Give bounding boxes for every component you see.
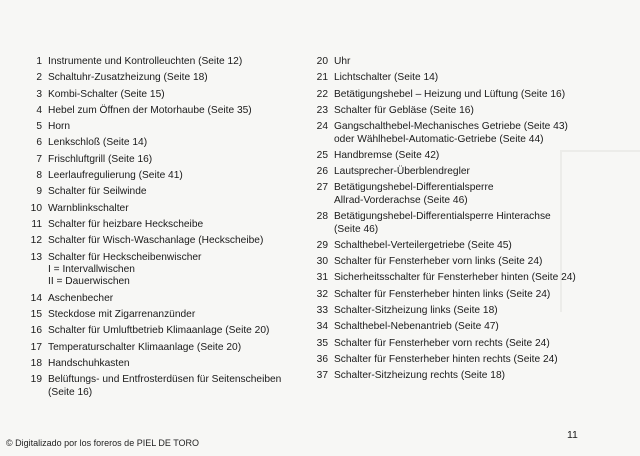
legend-item-line: Betätigungshebel – Heizung und Lüftung (Seite 16) — [334, 88, 566, 100]
legend-item-number: 4 — [36, 104, 42, 116]
legend-item-number: 35 — [316, 337, 328, 349]
legend-item-number: 26 — [316, 166, 328, 178]
legend-item — [308, 256, 608, 268]
legend-item-line: Schalter für Fensterheber vorn rechts (Seite 24) — [334, 337, 550, 349]
legend-item — [308, 121, 608, 146]
legend-item-text — [48, 154, 152, 166]
legend-item-number: 18 — [30, 357, 42, 369]
legend-item-line: II = Dauerwischen — [48, 276, 130, 288]
legend-item-text — [334, 182, 494, 207]
legend-item — [22, 374, 292, 399]
legend-item-number: 21 — [316, 72, 328, 84]
legend-item — [308, 240, 608, 252]
scan-credit: © Digitalizado por los foreros de PIEL DE TORO — [6, 438, 200, 448]
legend-item-line: Schalter für Fensterheber hinten rechts (Seite 24) — [334, 353, 558, 365]
legend-item — [22, 252, 292, 289]
legend-item — [308, 272, 608, 284]
legend-item-number: 32 — [316, 288, 328, 300]
legend-item — [308, 150, 608, 162]
legend-item-text — [334, 354, 558, 366]
legend-item — [308, 289, 608, 301]
legend-item-text — [334, 166, 470, 178]
legend-item-text — [334, 289, 550, 301]
legend-item — [308, 182, 608, 207]
legend-item-text — [334, 305, 498, 317]
legend-item-line: Instrumente und Kontrolleuchten (Seite 12) — [48, 56, 243, 67]
legend-item-number: 8 — [36, 170, 42, 182]
legend-item-line: (Seite 16) — [48, 386, 93, 398]
legend-item-number: 23 — [316, 104, 328, 116]
legend-item-number: 29 — [316, 239, 328, 251]
legend-item-number: 12 — [30, 235, 42, 247]
legend-item — [22, 203, 292, 215]
legend-item-line: Schalthebel-Nebenantrieb (Seite 47) — [334, 321, 499, 333]
legend-item-text — [334, 150, 439, 162]
legend-item-text — [334, 105, 474, 117]
legend-item-number: 7 — [36, 153, 42, 165]
legend-item-line: Schaltuhr-Zusatzheizung (Seite 18) — [48, 72, 208, 84]
legend-item-line: Kombi-Schalter (Seite 15) — [48, 88, 165, 100]
legend-item-text — [48, 170, 183, 182]
legend-item-line: Leerlaufregulierung (Seite 41) — [48, 170, 183, 182]
legend-item-number: 31 — [316, 272, 328, 284]
legend-item-number: 37 — [316, 370, 328, 382]
legend-item-line: Schalter für Fensterheber vorn links (Seite 24) — [334, 256, 543, 268]
legend-item-line: Schalter-Sitzheizung rechts (Seite 18) — [334, 370, 506, 382]
legend-item — [308, 166, 608, 178]
legend-item — [22, 325, 292, 337]
legend-item-line: Lenkschloß (Seite 14) — [48, 137, 148, 149]
legend-item-line: Horn — [48, 121, 71, 133]
legend-item-line: Uhr — [334, 56, 351, 67]
legend-item-text — [48, 293, 113, 305]
legend-item — [22, 154, 292, 166]
legend-item — [308, 72, 608, 84]
legend-item-number: 34 — [316, 321, 328, 333]
legend-item — [22, 235, 292, 247]
legend-item-number: 27 — [316, 182, 328, 194]
legend-item-line: Temperaturschalter Klimaanlage (Seite 20) — [48, 341, 242, 353]
legend-item-text — [334, 370, 505, 382]
legend-item-text — [48, 342, 241, 354]
legend-item-text — [48, 374, 281, 399]
legend-item-line: Steckdose mit Zigarrenanzünder — [48, 308, 196, 320]
legend-item — [22, 56, 292, 68]
legend-item — [308, 105, 608, 117]
legend-item-number: 13 — [30, 251, 42, 263]
legend-item-number: 1 — [36, 56, 42, 67]
legend-item-line: Schalter für Umluftbetrieb Klimaanlage (Seite 20) — [48, 325, 270, 337]
legend-item-number: 11 — [31, 218, 42, 230]
legend-item-number: 25 — [316, 149, 328, 161]
legend-item-line: I = Intervallwischen — [48, 263, 135, 275]
legend-item-line: Sicherheitsschalter für Fensterheber hinten (Seite 24) — [334, 272, 576, 284]
legend-item-text — [48, 358, 130, 370]
legend-item — [308, 370, 608, 382]
legend-item-number: 36 — [316, 353, 328, 365]
legend-item-line: (Seite 46) — [334, 223, 379, 235]
page-number: 11 — [567, 429, 578, 441]
legend-item-line: Frischluftgrill (Seite 16) — [48, 153, 153, 165]
legend-item — [22, 309, 292, 321]
legend-item-line: Lichtschalter (Seite 14) — [334, 72, 439, 84]
legend-item-text — [48, 309, 195, 321]
legend-item-line: Betätigungshebel-Differentialsperre — [334, 182, 494, 194]
legend-item — [22, 121, 292, 133]
legend-item-line: Schalter für Seilwinde — [48, 186, 147, 198]
legend-item-line: Gangschalthebel-Mechanisches Getriebe (Seite 43) — [334, 121, 568, 133]
legend-item-line: Schalter für Wisch-Waschanlage (Heckscheibe) — [48, 235, 264, 247]
legend-item-text — [48, 252, 201, 289]
legend-item — [308, 321, 608, 333]
legend-item-line: Handbremse (Seite 42) — [334, 149, 440, 161]
legend-item-line: Warnblinkschalter — [48, 202, 129, 214]
legend-item-text — [334, 56, 350, 68]
legend-item-line: Aschenbecher — [48, 292, 114, 304]
legend-item-number: 2 — [36, 72, 42, 84]
legend-item-number: 20 — [316, 56, 328, 67]
legend-item-text — [48, 203, 129, 215]
legend-item — [22, 342, 292, 354]
legend-item-line: oder Wählhebel-Automatic-Getriebe (Seite 44) — [334, 133, 544, 145]
legend-item — [308, 305, 608, 317]
legend-item — [308, 354, 608, 366]
legend-item-number: 22 — [316, 88, 328, 100]
legend-item-text — [334, 72, 438, 84]
legend-item-line: Schalthebel-Verteilergetriebe (Seite 45) — [334, 239, 512, 251]
legend-item-text — [334, 121, 568, 146]
legend-item — [22, 72, 292, 84]
legend-item-line: Schalter für Gebläse (Seite 16) — [334, 104, 474, 116]
legend-item-number: 30 — [316, 256, 328, 268]
legend-item-number: 33 — [316, 305, 328, 317]
legend-item-text — [334, 256, 542, 268]
legend-item-text — [48, 137, 147, 149]
legend-item-text — [48, 219, 203, 231]
legend-item-line: Handschuhkasten — [48, 357, 130, 369]
legend-column-right — [308, 56, 608, 387]
legend-item-line: Schalter für Heckscheibenwischer — [48, 251, 202, 263]
legend-item-text — [334, 211, 551, 236]
legend-item-text — [334, 338, 550, 350]
legend-item-number: 15 — [30, 308, 42, 320]
legend-item — [22, 293, 292, 305]
legend-item-number: 9 — [36, 186, 42, 198]
legend-item — [22, 137, 292, 149]
legend-item-text — [48, 89, 165, 101]
legend-item — [308, 56, 608, 68]
legend-item — [22, 89, 292, 101]
legend-item — [308, 211, 608, 236]
legend-item — [308, 338, 608, 350]
legend-item-line: Schalter für Fensterheber hinten links (Seite 24) — [334, 288, 551, 300]
legend-item-text — [48, 186, 147, 198]
legend-item-line: Schalter für heizbare Heckscheibe — [48, 218, 204, 230]
legend-item-text — [48, 235, 263, 247]
legend-item-number: 14 — [30, 292, 42, 304]
legend-item — [22, 105, 292, 117]
legend-item-number: 10 — [30, 202, 42, 214]
legend-item — [22, 170, 292, 182]
legend-item-number: 19 — [30, 374, 42, 386]
legend-item-line: Schalter-Sitzheizung links (Seite 18) — [334, 305, 498, 317]
legend-item — [22, 186, 292, 198]
legend-item-number: 6 — [36, 137, 42, 149]
legend-item-text — [334, 240, 512, 252]
legend-item-text — [48, 72, 208, 84]
legend-item-number: 17 — [30, 341, 42, 353]
legend-item-text — [48, 325, 269, 337]
legend-item-text — [334, 272, 576, 284]
legend-item-text — [48, 105, 252, 117]
legend-column-left — [22, 56, 292, 403]
legend-item — [22, 219, 292, 231]
legend-item-line: Allrad-Vorderachse (Seite 46) — [334, 194, 468, 206]
legend-item-line: Belüftungs- und Entfrosterdüsen für Seitenscheiben — [48, 374, 282, 386]
legend-item — [308, 89, 608, 101]
legend-item-text — [334, 89, 565, 101]
legend-item-text — [48, 56, 242, 68]
legend-item-line: Hebel zum Öffnen der Motorhaube (Seite 35) — [48, 104, 252, 116]
legend-item-number: 16 — [30, 325, 42, 337]
legend-item-line: Lautsprecher-Überblendregler — [334, 166, 470, 178]
legend-item-text — [334, 321, 499, 333]
legend-item-number: 5 — [36, 121, 42, 133]
legend-item-line: Betätigungshebel-Differentialsperre Hinterachse — [334, 211, 551, 223]
legend-item — [22, 358, 292, 370]
legend-item-text — [48, 121, 70, 133]
legend-item-number: 24 — [316, 121, 328, 133]
legend-item-number: 28 — [316, 211, 328, 223]
legend-item-number: 3 — [36, 88, 42, 100]
